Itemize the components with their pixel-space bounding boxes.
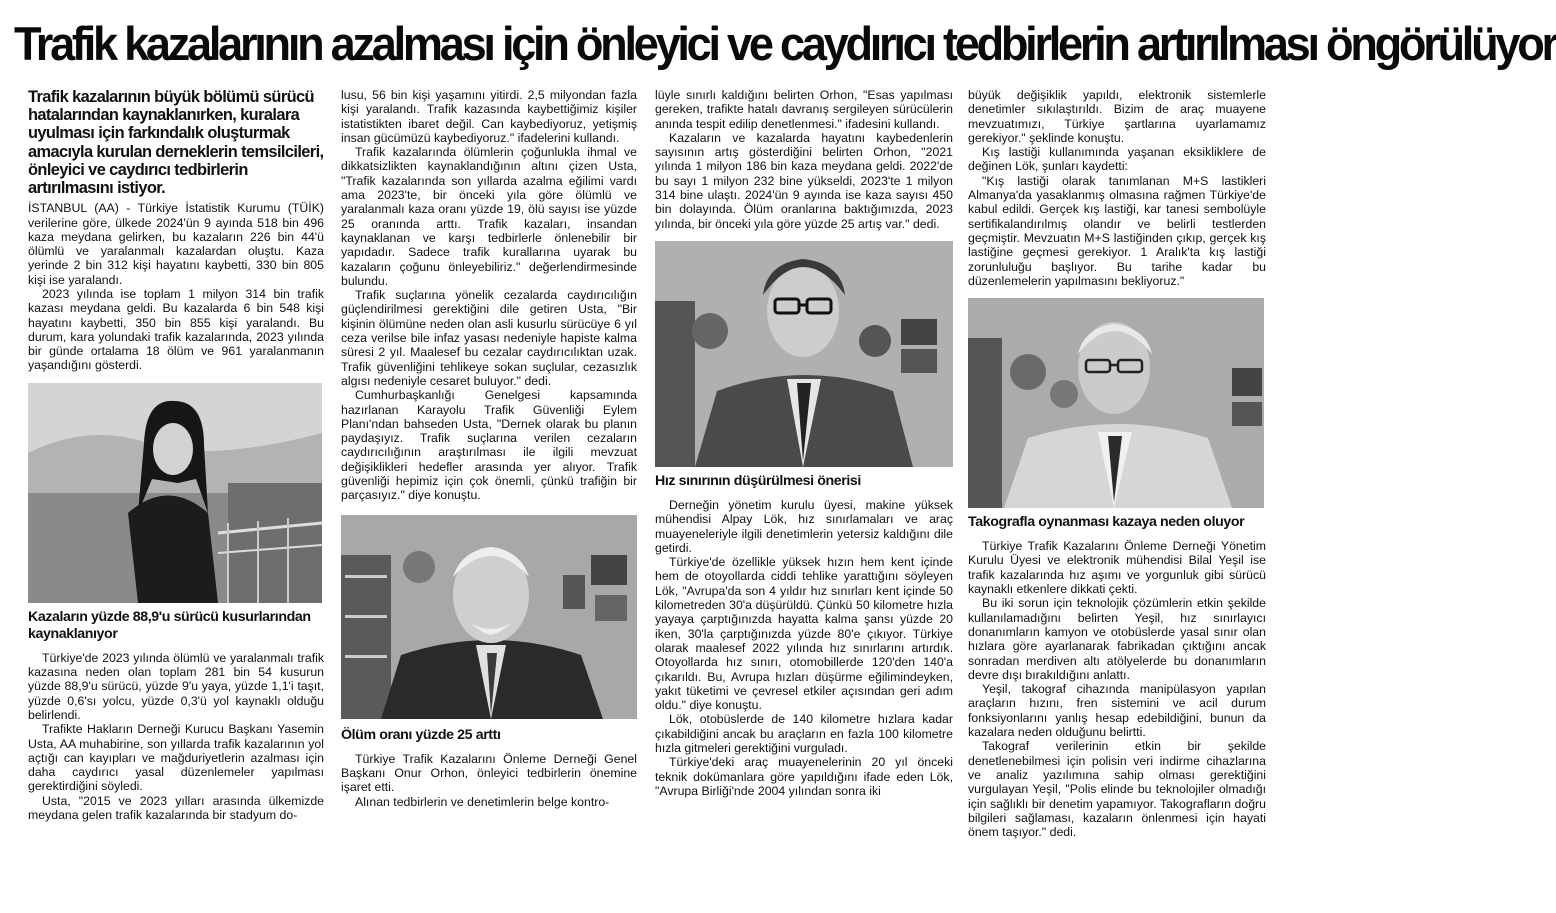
photo-bilal-yesil: [968, 298, 1264, 508]
subheading: Ölüm oranı yüzde 25 arttı: [341, 726, 501, 743]
paragraph: Türkiye'de özellikle yüksek hızın hem kent içinde hem de otoyollarda ciddi tehlike yarattığını söyleyen Lök, "Avrupa'da son 4 yıldır hız sınırları kent içinde 50 kilometreden 30'a düşürüldü. Çünkü 50 kilometre hızla yayaya çarptığınızda hayatta kalma şansı yüzde 20 iken, 30'la çarptığınızda yüzde 80'e çıkıyor. Türkiye olarak maalesef 2022 yılında hız sınırlarını artırdık. Otoyollarda hız sınırı, otomobillerde 120'den 140'a çıkarıldı. Bu, Avrupa hızları düşürme eğilimindeyken, yakıt tüketimi ve çevresel etkiler açısından geri adım oldu." diye konuştu.: [655, 555, 953, 713]
paragraph: Türkiye Trafik Kazalarını Önleme Derneği Yönetim Kurulu Üyesi ve elektronik mühendisi Bilal Yeşil ise trafik kazalarında hız aşımı ve yorgunluk gibi sürücü kaynaklı etkenlere dikkati çekti.: [968, 539, 1266, 597]
subheading: Takografla oynanması kazaya neden oluyor: [968, 514, 1245, 531]
paragraph: Türkiye Trafik Kazalarını Önleme Derneği Genel Başkanı Onur Orhon, önleyici tedbirlerin önemine işaret etti.: [341, 751, 637, 795]
paragraph: Trafik kazalarında ölümlerin çoğunlukla ihmal ve dikkatsizlikten kaynaklandığının altını çizen Usta, "Trafik kazalarında son yıllarda azalma eğilimi vardı ama 2023'te, bir önceki yıla göre ölümlü ve yaralanmalı kaza oranı yüzde 19, ölü sayısı ise yüzde 25 oranında arttı. Trafik kazaları, insandan kaynaklanan ve karşı tedbirlerle önlenebilir bir yapıdadır. Sadece trafik kurallarına uyarak bu kazaların çoğunu önleyebiliriz." değerlendirmesinde bulundu.: [341, 145, 637, 288]
lead-paragraph: Trafik kazalarının büyük bölümü sürücü hatalarından kaynaklanırken, kuralara uyulması için farkındalık oluşturmak amacıyla kurulan derneklerin temsilcileri, önleyici ve caydırıcı tedbirlerin artırılmasını istiyor.: [28, 88, 324, 198]
woman-portrait-image: [28, 383, 322, 603]
man-with-glasses-image: [655, 241, 953, 467]
subheading: Kazaların yüzde 88,9'u sürücü kusurlarından kaynaklanıyor: [28, 608, 311, 642]
paragraph: Alınan tedbirlerin ve denetimlerin belge kontro-: [355, 794, 610, 809]
paragraph: Trafikte Hakların Derneği Kurucu Başkanı Yasemin Usta, AA muhabirine, son yıllarda trafik kazalarının yol açtığı can kayıpları ve mağduriyetlerin azalması için daha caydırıcı yasal düzenlemeler yapılması gerektirdiğini söyledi.: [28, 722, 324, 794]
photo-yasemin-usta: [28, 383, 322, 603]
column-3: [655, 88, 953, 908]
paragraph: Trafik suçlarına yönelik cezalarda caydırıcılığın güçlendirilmesi gerektiğini dile getiren Usta, "Bir kişinin ölümüne neden olan asli kusurlu sürücüye 6 yıl ceza verilse bile infaz yasası nedeniyle hapiste kalma süresi 2 yıl. Maalesef bu cezalar caydırıcılıktan uzak. Trafik güvenliğini tehlikeye sokan suçlular, cezasızlık algısı nedeniyle cesaret buluyor." dedi.: [341, 288, 637, 388]
paragraph: Yeşil, takograf cihazında manipülasyon yapılan araçların hızını, fren sistemini ve acil durum fonksiyonlarını yanlış hesap edebildiğini, bunun da kazalara neden olduğunu belirtti.: [968, 682, 1266, 740]
photo-alpay-lok: [655, 241, 953, 467]
paragraph: Kış lastiği kullanımında yaşanan eksikliklere de değinen Lök, şunları kaydetti:: [968, 145, 1266, 174]
man-portrait-image: [341, 515, 637, 719]
subheading: Hız sınırının düşürülmesi önerisi: [655, 472, 861, 489]
headline: Trafik kazalarının azalması için önleyici ve caydırıcı tedbirlerin artırılması öngörülüyor: [14, 17, 1556, 70]
paragraph: Takograf verilerinin etkin bir şekilde denetlenebilmesi için polisin veri indirme cihazlarına ve analiz yazılımına sahip olması gerektiğini vurgulayan Yeşil, "Polis elinde bu teknolojiler olmadığı için sağlıklı bir denetim yapamıyor. Takografların doğru bilgileri sağlaması, kazaların önlenmesi için hayati önem taşıyor." dedi.: [968, 739, 1266, 840]
paragraph: Kazaların ve kazalarda hayatını kaybedenlerin sayısının artış gösterdiğini belirten Orhon, "2021 yılında 1 milyon 186 bin kaza meydana geldi. 2022'de bu sayı 1 milyon 232 bine yükseldi, 2023'te 1 milyon 314 bine ulaştı. 2024'ün 9 ayında ise kaza sayısı 450 bin dolayında. Ölüm oranlarına baktığımızda, 2023 yılında, bir önceki yıla göre yüzde 25 artış var." dedi.: [655, 130, 953, 231]
paragraph: Cumhurbaşkanlığı Genelgesi kapsamında hazırlanan Karayolu Trafik Güvenliği Eylem Planı'ndan bahseden Usta, "Dernek olarak bu planın paydaşıyız. Trafik suçlarına verilen cezaların caydırıcılığının araştırılması ile ilgili mevzuat değişiklikleri hedefler arasında yer alıyor. Trafik güvenliği hepimiz için çok önemli, çünkü trafiğin bir parçasıyız." diye konuştu.: [341, 388, 637, 503]
photo-onur-orhon: [341, 515, 637, 719]
column-2: [341, 88, 637, 908]
paragraph: İSTANBUL (AA) - Türkiye İstatistik Kurumu (TÜİK) verilerine göre, ülkede 2024'ün 9 ayında 518 bin 496 kaza meydana gelirken, bu kazaların 226 bin 44'ü ölümlü ve yaralanmalı kazalardan oluştu. Kaza yerinde 2 bin 312 kişi hayatını kaybetti, 330 bin 805 kişi ise yaralandı.: [28, 201, 324, 287]
column-1: [28, 88, 324, 908]
man-with-glasses-image: [968, 298, 1264, 508]
paragraph: Derneğin yönetim kurulu üyesi, makine yüksek mühendisi Alpay Lök, hız sınırlamaları ve araç muayeneleriyle ilgili denetimlerin yetersiz kaldığını dile getirdi.: [655, 497, 953, 555]
paragraph: 2023 yılında ise toplam 1 milyon 314 bin trafik kazası meydana geldi. Bu kazalarda 6 bin 548 kişi hayatını kaybetti, 350 bin 855 kişi yaralandı. Bu durum, kara yolundaki trafik kazalarında, 2023 yılında bir günde ortalama 18 ölüm ve 961 yaralanmanın yaşandığını gösterdi.: [28, 287, 324, 373]
paragraph: Türkiye'de 2023 yılında ölümlü ve yaralanmalı trafik kazasına neden olan toplam 281 bin 54 kusurun yüzde 88,9'u sürücü, yüzde 9'u yaya, yüzde 1,1'i taşıt, yüzde 0,6'sı yolcu, yüzde 0,3'ü yol kaynaklı olduğu belirlendi.: [28, 650, 324, 722]
paragraph: "Kış lastiği olarak tanımlanan M+S lastikleri Almanya'da yasaklanmış olmasına rağmen Türkiye'de kabul edildi. Gerçek kış lastiği, kar tanesi sembolüyle sertifikalandırılmış olandır ve belirli testlerden geçmiştir. Mevzuatın M+S lastiğinden çıkıp, gerçek kış lastiğine geçmesi gerekiyor. 1 Aralık'ta kış lastiği zorunluluğu başlıyor. Bu tarihe kadar bu düzenlemelerin yapılmasını bekliyoruz.": [968, 173, 1266, 288]
paragraph: büyük değişiklik yapıldı, elektronik sistemlerle denetimler sıkılaştırıldı. Bizim de araç muayene mevzuatımızı, Türkiye şartlarına uyarlamamız gerekiyor." şeklinde konuştu.: [968, 88, 1266, 145]
paragraph: Usta, "2015 ve 2023 yılları arasında ülkemizde meydana gelen trafik kazalarında bir stadyum do-: [28, 793, 324, 823]
paragraph: lusu, 56 bin kişi yaşamını yitirdi. 2,5 milyondan fazla kişi yaralandı. Trafik kazasında kaybettiğimiz kişiler istatistikten ibaret değil. Can kaybediyoruz, yetişmiş insan gücümüzü kaybediyoruz." ifadelerini kullandı.: [341, 88, 637, 145]
paragraph: Bu iki sorun için teknolojik çözümlerin etkin şekilde kullanılamadığını belirten Yeşil, hız sınırlayıcı donanımların kamyon ve otobüslerde yasal sınır olan hızlara göre ayarlanarak fabrikadan çıktığını ancak sonradan merdiven altı atölyelerde bu donanımların devre dışı bırakıldığını anlattı.: [968, 596, 1266, 682]
column-4: [968, 88, 1266, 908]
paragraph: lüyle sınırlı kaldığını belirten Orhon, "Esas yapılması gereken, trafikte hatalı davranış sergileyen sürücülerin anında tespit edilip denetlenmesi." ifadesini kullandı.: [655, 88, 953, 131]
paragraph: Türkiye'deki araç muayenelerinin 20 yıl önceki teknik dokümanlara göre yapıldığını ifade eden Lök, "Avrupa Birliği'nde 2004 yılından sonra iki: [655, 755, 953, 798]
paragraph: Lök, otobüslerde de 140 kilometre hızlara kadar çıkabildiğini ancak bu araçların en fazla 100 kilometre hızla gitmeleri gerektiğini vurguladı.: [655, 712, 953, 756]
